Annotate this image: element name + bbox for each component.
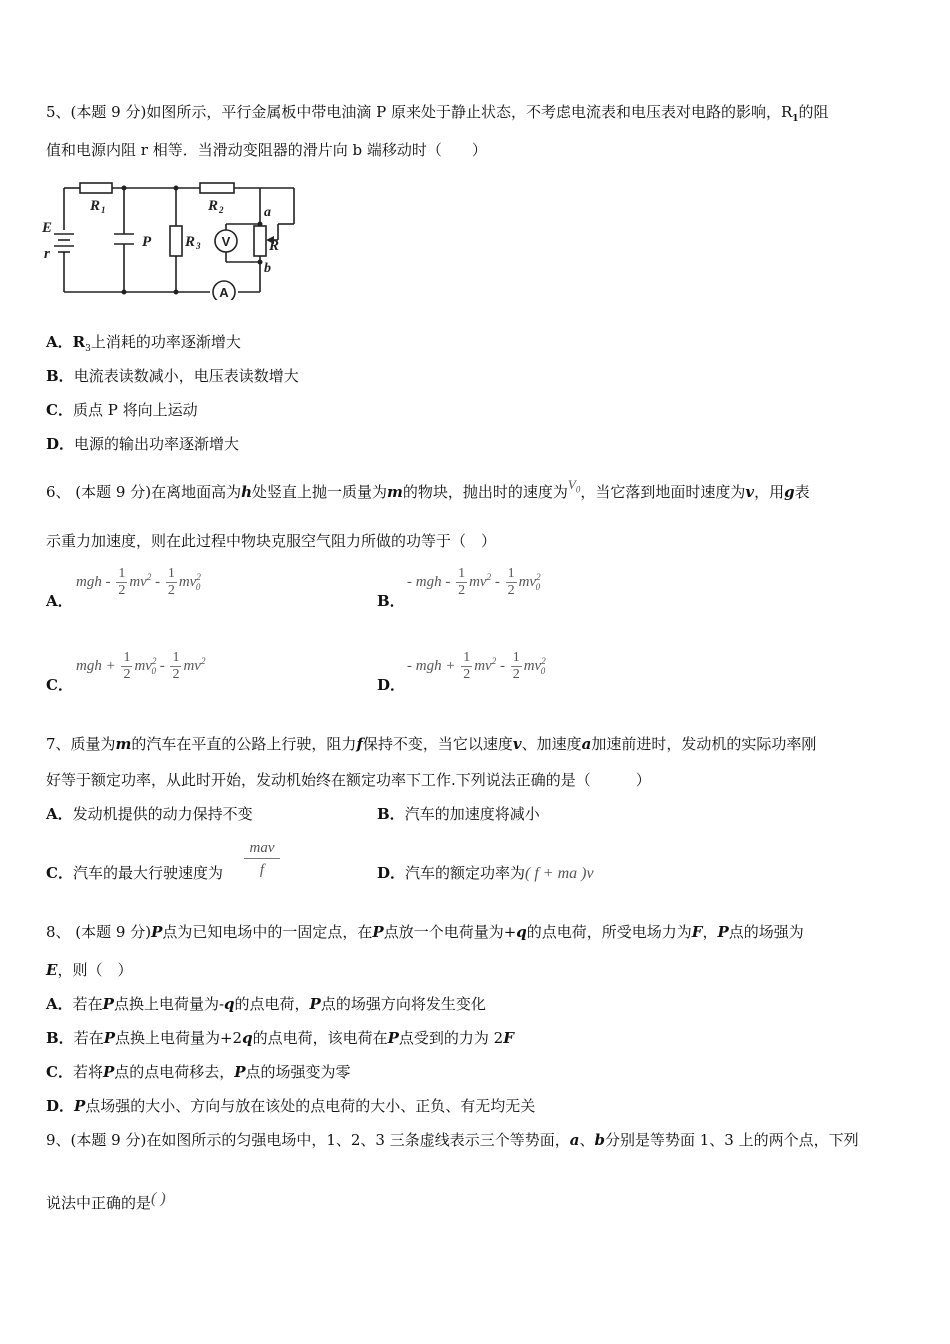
label-r1: R (90, 198, 101, 214)
q8-option-a[interactable]: A．若在P点换上电荷量为-q的点电荷，P点的场强方向将发生变化 (46, 995, 486, 1013)
svg-text:2: 2 (219, 205, 224, 215)
q5-line2: 值和电源内阻 r 相等．当滑动变阻器的滑片向 b 端移动时（ ） (46, 141, 487, 159)
q5-line1: 5、(本题 9 分)如图所示，平行金属板中带电油滴 P 原来处于静止状态，不考虑电流表和电压表对电路的影响，$R_1$的阻 (46, 103, 829, 124)
label-a: a (264, 205, 271, 220)
svg-text:3: 3 (196, 241, 201, 251)
svg-text:1: 1 (101, 205, 106, 215)
q7-line2: 好等于额定功率，从此时开始，发动机始终在额定功率下工作.下列说法正确的是（ ） (46, 771, 651, 789)
q8-option-b[interactable]: B．若在P点换上电荷量为+2q的点电荷，该电荷在P点受到的力为 2F (46, 1029, 514, 1047)
voltmeter-label: V (221, 234, 231, 249)
q7-option-d[interactable]: D．汽车的额定功率为( f + ma )v (377, 864, 594, 882)
q7-option-a[interactable]: A．发动机提供的动力保持不变 (46, 805, 253, 823)
label-b: b (264, 261, 271, 276)
label-rheostat: R (269, 238, 280, 254)
q9-line1: 9、(本题 9 分)在如图所示的匀强电场中，1、2、3 三条虚线表示三个等势面，a、b分别是等势面 1、3 上的两个点，下列 (46, 1131, 859, 1149)
q5-option-a[interactable]: A．$R_3$上消耗的功率逐渐增大 (46, 333, 241, 354)
label-r2: R (208, 198, 219, 214)
circuit-diagram (40, 180, 310, 300)
q9-line2: 说法中正确的是( ) (46, 1190, 166, 1212)
q6-line2: 示重力加速度，则在此过程中物块克服空气阻力所做的功等于（ ） (46, 532, 497, 550)
q8-line2: E，则（ ） (46, 961, 133, 979)
q8-option-c[interactable]: C．若将P点的点电荷移去，P点的场强变为零 (46, 1063, 351, 1081)
q7-option-c[interactable]: C．汽车的最大行驶速度为 (46, 864, 223, 882)
q7-option-c-formula: mav f (244, 838, 280, 881)
resistor-r2 (200, 183, 234, 193)
rheostat-r (254, 226, 266, 256)
q7-option-b[interactable]: B．汽车的加速度将减小 (377, 805, 540, 823)
q5-option-c[interactable]: C．质点 P 将向上运动 (46, 401, 198, 419)
resistor-r1 (80, 183, 112, 193)
ammeter-label: A (219, 285, 229, 300)
q6-line1: 6、 (本题 9 分)在离地面高为h处竖直上抛一质量为m的物块，抛出时的速度为$V_0$，当它落到地面时速度为v，用g表 (46, 477, 810, 501)
label-r-internal: r (44, 246, 50, 262)
q5-option-b[interactable]: B．电流表读数减小，电压表读数增大 (46, 367, 299, 385)
q7-line1: 7、质量为m的汽车在平直的公路上行驶，阻力f保持不变，当它以速度v、加速度a加速前进时，发动机的实际功率刚 (46, 735, 817, 753)
q8-line1: 8、 (本题 9 分)P点为已知电场中的一固定点，在P点放一个电荷量为+q的点电荷，所受电场力为F，P点的场强为 (46, 923, 804, 941)
label-p: P (142, 234, 152, 250)
q8-option-d[interactable]: D．P点场强的大小、方向与放在该处的点电荷的大小、正负、有无均无关 (46, 1097, 536, 1115)
resistor-r3 (170, 226, 182, 256)
label-e: E (42, 220, 53, 236)
q5-option-d[interactable]: D．电源的输出功率逐渐增大 (46, 435, 240, 453)
label-r3: R (185, 234, 196, 250)
